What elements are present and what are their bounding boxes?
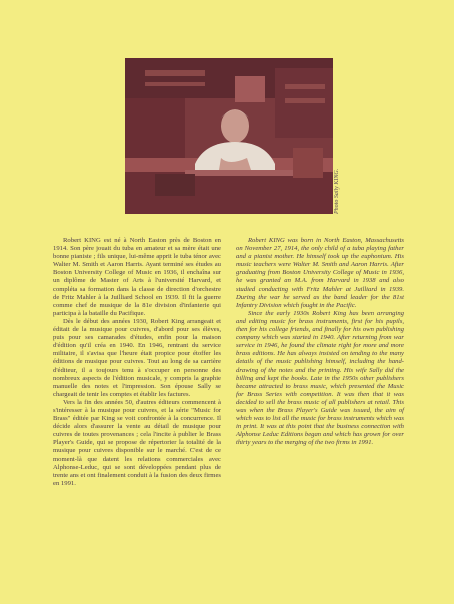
photo-credit: Photo Sally KING. (334, 168, 340, 214)
english-paragraph: Robert KING was born in North Easton, Massachusetts on November 27, 1914, the only child of a tuba playing father and a pianist mother. He himself took up the euphonium. His music teachers were Walter M. Smith and Aaron Harris. After graduating from Boston University College of Music in 1936, he was granted an M.A. from Harvard in 1938 and also studied conducting with Fritz Mahler at Juilliard in 1939. During the war he served as the band leader for the 81st Infantry Division which fought in the Pacific. (236, 237, 404, 309)
french-paragraph: Vers la fin des années 50, d'autres éditeurs commencent à s'intéresser à la musique pour cuivres, et la série "Music for Brass" éditée par King se voit confrontée à la concurrence. Il décide alors d'assurer la vente au détail de musique pour cuivres de toutes provenances ; cela l'incite à publier le Brass Player's Guide, qui se propose de répertorier la totalité de la musique pour cuivres disponible sur le marché. C'est de ce moment-là que datent les relations commerciales avec Alphonse-Leduc, qui se sont développées pendant plus de trente ans et ont finalement conduit à la fusion des deux firmes en 1991. (53, 398, 221, 487)
portrait-photo (125, 58, 333, 214)
french-paragraph: Dès le début des années 1930, Robert King arrangeait et éditait de la musique pour cuivres, d'abord pour ses élèves, puis pour ses camarades d'études, enfin pour la maison d'édition qu'il créa en 1940. En 1946, rentrant du service militaire, il s'avisa que l'heure était propice pour étoffer les éditions de musique pour cuivres. Tout au long de sa carrière d'éditeur, il a toujours tenu à s'occuper en personne des nombreux aspects de l'édition musicale, y compris la graphie manuelle des notes et l'impression. Son épouse Sally se chargeait de tenir les comptes et établir les factures. (53, 317, 221, 398)
english-paragraph: Since the early 1930s Robert King has been arranging and editing music for brass instruments, first for his pupils, then for his college friends, and finally for his own publishing company which was started in 1940. After returning from war service in 1946, he found the climate right for more and more brass editions. He has always insisted on tending to the many details of the music publishing himself, including the hand-drawing of the notes and the printing. His wife Sally did the billing and kept the books. Late in the 1950s other publishers became attracted to brass music, which presented the Music for Brass Series with competition. It was then that it was decided to sell the brass music of all publishers at retail. This was when the Brass Player's Guide was issued, the aim of which was to list all the music for brass instruments which was in print. It was at this point that the business connection with Alphonse Leduc Editions began and which has grown for over thirty years to the merging of the two firms in 1991. (236, 309, 404, 447)
english-text-column (236, 237, 404, 447)
french-text-column (53, 237, 221, 488)
photo-frame (125, 58, 333, 214)
french-paragraph: Robert KING est né à North Easton près de Boston en 1914. Son père jouait du tuba en amateur et sa mère était une bonne pianiste ; fils unique, lui-même apprit le tuba ténor avec Walter M. Smith et Aaron Harris. Ayant terminé ses études au Boston University College of Music en 1936, il enchaîna sur un diplôme de Master of Arts à l'université Harvard, et compléta sa formation dans la classe de direction d'orchestre de Fritz Mahler à la Juilliard School en 1939. Il fit la guerre comme chef de musique de la 81e division d'infanterie qui participa à la bataille du Pacifique. (53, 237, 221, 317)
